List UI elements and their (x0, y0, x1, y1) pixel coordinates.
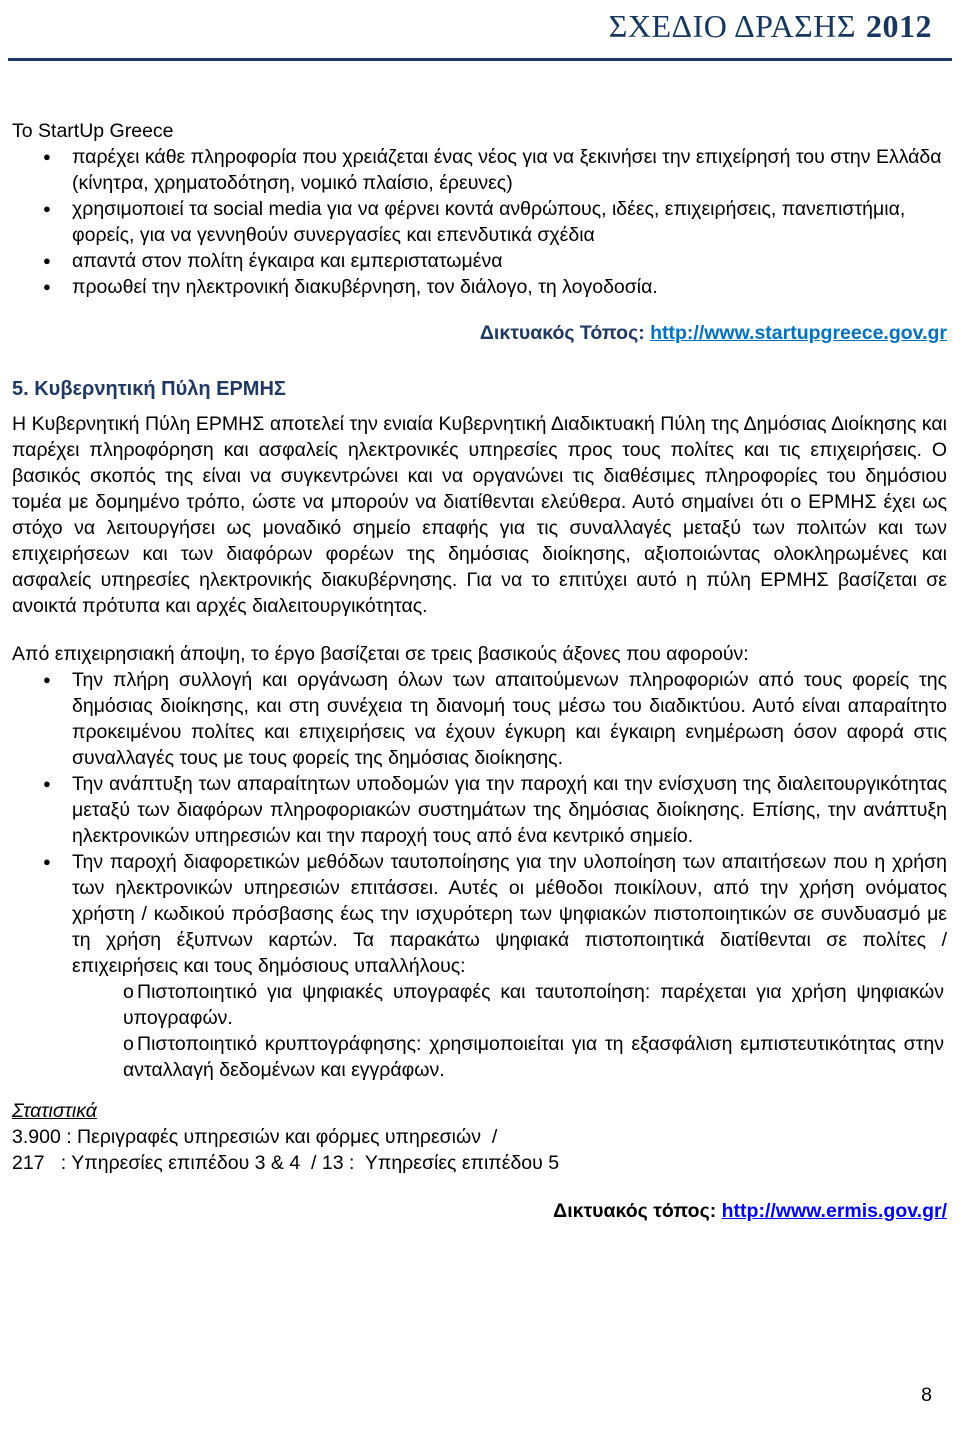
certificate-text: Πιστοποιητικό κρυπτογράφησης: χρησιμοποιείται για τη εξασφάλιση εμπιστευτικότητας στην ανταλλαγή δεδομένων και εγγράφων. (123, 1033, 944, 1081)
statistics-line: 217 : Υπηρεσίες επιπέδου 3 & 4 / 13 : Υπηρεσίες επιπέδου 5 (12, 1152, 560, 1174)
list-item: ● Την ανάπτυξη των απαραίτητων υποδομών για την παροχή και την ενίσχυση της διαλειτουργικότητας μεταξύ των διαφόρων πληροφοριακών συστημάτων της δημόσιας διοίκησης. Επίσης, την ανάπτυξη ηλεκτρονικών υπηρεσιών και την παροχή τους από ένα κεντρικό σημείο. (12, 771, 947, 849)
list-item: ● Την πλήρη συλλογή και οργάνωση όλων των απαιτούμενων πληροφοριών από τους φορείς της δημόσιας διοίκησης, και στη συνέχεια τη διανομή τους μέσω του διαδικτύου. Αυτό είναι απαραίτητο προκειμένου πολίτες και επιχειρήσεις να έχουν έγκυρη και έγκαιρη ενημέρωση όσον αφορά στις συναλλαγές τους με τους φορείς της δημόσιας διοίκησης. (12, 667, 947, 771)
document-header (332, 8, 932, 45)
statistics-title: Στατιστικά (12, 1100, 97, 1122)
list-item: ● παρέχει κάθε πληροφορία που χρειάζεται ένας νέος για να ξεκινήσει την επιχείρησή του στην Ελλάδα (κίνητρα, χρηματοδότηση, νομικό πλαίσιο, έρευνες) (12, 144, 947, 196)
page-number: 8 (921, 1384, 932, 1406)
header-title: ΣΧΕΔΙΟ ΔΡΑΣΗΣ (608, 8, 856, 44)
list-item: ● απαντά στον πολίτη έγκαιρα και εμπεριστατωμένα (12, 248, 947, 274)
list-item (12, 979, 947, 1031)
ermis-website-link[interactable]: http://www.ermis.gov.gr/ (721, 1200, 947, 1222)
list-item: ● Την παροχή διαφορετικών μεθόδων ταυτοποίησης για την υλοποίηση των απαιτήσεων που η χρήση των ηλεκτρονικών υπηρεσιών επιτάσσει. Αυτές οι μέθοδοι ποικίλουν, από την χρήση ονόματος χρήστη / κωδικού πρόσβασης έως την ισχυρότερη των ψηφιακών πιστοποιητικών σε συνδυασμό με τη χρήση έξυπνων καρτών. Τα παρακάτω ψηφιακά πιστοποιητικά διατίθενται σε πολίτες / επιχειρήσεις και τους δημόσιους υπαλλήλους: (12, 849, 947, 979)
startup-intro: Το StartUp Greece (12, 120, 174, 142)
statistics-line: 3.900 : Περιγραφές υπηρεσιών και φόρμες υπηρεσιών / (12, 1126, 498, 1148)
axes-list (12, 667, 947, 979)
ermis-description: Η Κυβερνητική Πύλη ΕΡΜΗΣ αποτελεί την ενιαία Κυβερνητική Διαδικτυακή Πύλη της Δημόσιας Διοίκησης και παρέχει πληροφόρηση και ασφαλείς ηλεκτρονικές υπηρεσίες προς τους πολίτες και τις επιχειρήσεις. Ο βασικός σκοπός της είναι να συγκεντρώνει και να οργανώνει τις διαθέσιμες πληροφορίες του δημόσιου τομέα με δομημένο τρόπο, ώστε να μπορούν να διατίθενται ελεύθερα. Αυτό σημαίνει ότι ο ΕΡΜΗΣ έχει ως στόχο να λειτουργήσει ως μοναδικό σημείο επαφής για τις συναλλαγές μεταξύ των πολιτών και των επιχειρήσεων και των διαφόρων φορέων της δημόσιας διοίκησης, αξιοποιώντας ολοκληρωμένες και ασφαλείς υπηρεσίες ηλεκτρονικής διακυβέρνησης. Για να το επιτύχει αυτό η πύλη ΕΡΜΗΣ βασίζεται σε ανοικτά πρότυπα και αρχές διαλειτουργικότητας. (12, 413, 947, 617)
list-item: ● χρησιμοποιεί τα social media για να φέρνει κοντά ανθρώπους, ιδέες, επιχειρήσεις, πανεπιστήμια, φορείς, για να γεννηθούν συνεργασίες και επενδυτικά σχέδια (12, 196, 947, 248)
ermis-website-line (12, 1198, 947, 1224)
header-year: 2012 (866, 8, 932, 44)
startup-website-line (12, 320, 947, 346)
startup-bullet-list (12, 144, 947, 300)
startup-website-label: Δικτυακός Τόπος: (479, 322, 645, 344)
ermis-website-label: Δικτυακός τόπος: (553, 1200, 717, 1222)
startup-website-link[interactable]: http://www.startupgreece.gov.gr (650, 322, 947, 344)
list-item (12, 1031, 947, 1083)
section-heading: 5. Κυβερνητική Πύλη ΕΡΜΗΣ (12, 378, 286, 400)
certificate-list (12, 979, 947, 1083)
header-divider (8, 58, 952, 61)
certificate-text: Πιστοποιητικό για ψηφιακές υπογραφές και ταυτοποίηση: παρέχεται για χρήση ψηφιακών υπογραφών. (123, 981, 944, 1029)
axes-intro: Από επιχειρησιακή άποψη, το έργο βασίζεται σε τρεις βασικούς άξονες που αφορούν: (12, 643, 749, 665)
list-item: ● προωθεί την ηλεκτρονική διακυβέρνηση, τον διάλογο, τη λογοδοσία. (12, 274, 947, 300)
page-content (12, 118, 947, 1224)
